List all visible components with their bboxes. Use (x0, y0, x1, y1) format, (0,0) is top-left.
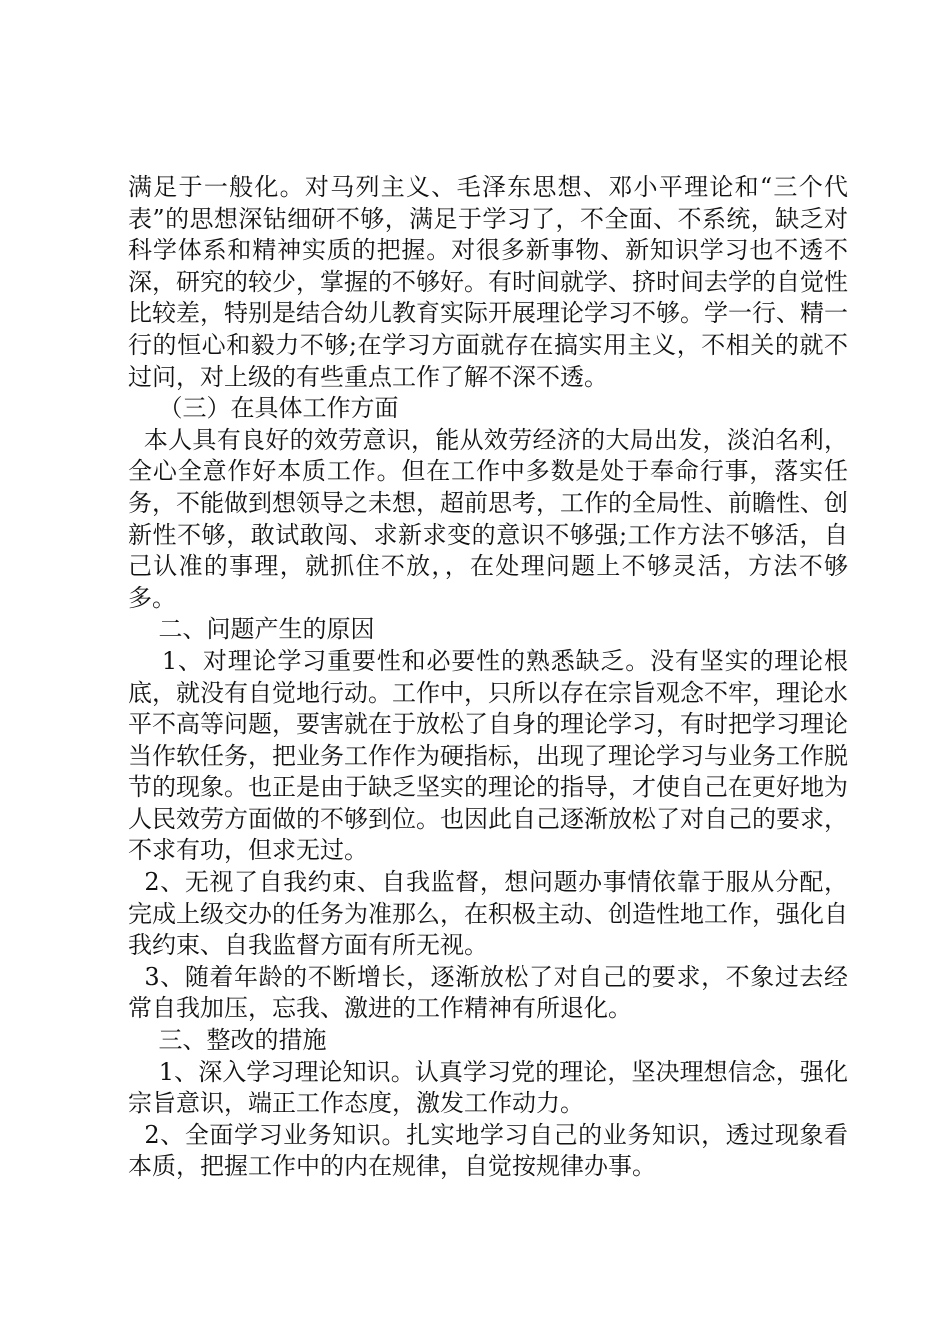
heading-problem-causes: 二、问题产生的原因 (128, 615, 375, 644)
paragraph-work-attitude: 本人具有良好的效劳意识，能从效劳经济的大局出发，淡泊名利，全心全意作好本质工作。但在工作中多数是处于奉命行事，落实任务，不能做到想领导之未想，超前思考，工作的全局性、前瞻性、创新性不够，敢试敢闯、求新求变的意识不够强;工作方法不够活，自己认准的事理，就抓住不放，，在处理问题上不够灵活，方法不够多。 (128, 425, 848, 612)
heading-rectification-measures: 三、整改的措施 (128, 1026, 327, 1055)
heading-specific-work: （三）在具体工作方面 (128, 394, 399, 423)
paragraph-measure-1: 1、深入学习理论知识。认真学习党的理论，坚决理想信念，强化宗旨意识，端正工作态度，激发工作动力。 (128, 1057, 848, 1118)
paragraph-study-shortcomings: 满足于一般化。对马列主义、毛泽东思想、邓小平理论和“三个代表”的思想深钻细研不够，满足于学习了，不全面、不系统，缺乏对科学体系和精神实质的把握。对很多新事物、新知识学习也不透不深，研究的较少，掌握的不够好。有时间就学、挤时间去学的自觉性比较差，特别是结合幼儿教育实际开展理论学习不够。学一行、精一行的恒心和毅力不够;在学习方面就存在搞实用主义，不相关的就不过问，对上级的有些重点工作了解不深不透。 (128, 173, 848, 391)
paragraph-cause-3: 3、随着年龄的不断增长，逐渐放松了对自己的要求，不象过去经常自我加压，忘我、激进的工作精神有所退化。 (128, 962, 848, 1023)
document-body (128, 172, 848, 1183)
paragraph-cause-1: 1、对理论学习重要性和必要性的熟悉缺乏。没有坚实的理论根底，就没有自觉地行动。工作中，只所以存在宗旨观念不牢，理论水平不高等问题，要害就在于放松了自身的理论学习，有时把学习理论当作软任务，把业务工作作为硬指标，出现了理论学习与业务工作脱节的现象。也正是由于缺乏坚实的理论的指导，才使自己在更好地为人民效劳方面做的不够到位。也因此自己逐渐放松了对自己的要求，不求有功，但求无过。 (128, 646, 848, 865)
paragraph-measure-2: 2、全面学习业务知识。扎实地学习自己的业务知识，透过现象看本质，把握工作中的内在规律，自觉按规律办事。 (128, 1120, 848, 1181)
paragraph-cause-2: 2、无视了自我约束、自我监督，想问题办事情依靠于服从分配，完成上级交办的任务为准那么，在积极主动、创造性地工作，强化自我约束、自我监督方面有所无视。 (128, 868, 848, 960)
